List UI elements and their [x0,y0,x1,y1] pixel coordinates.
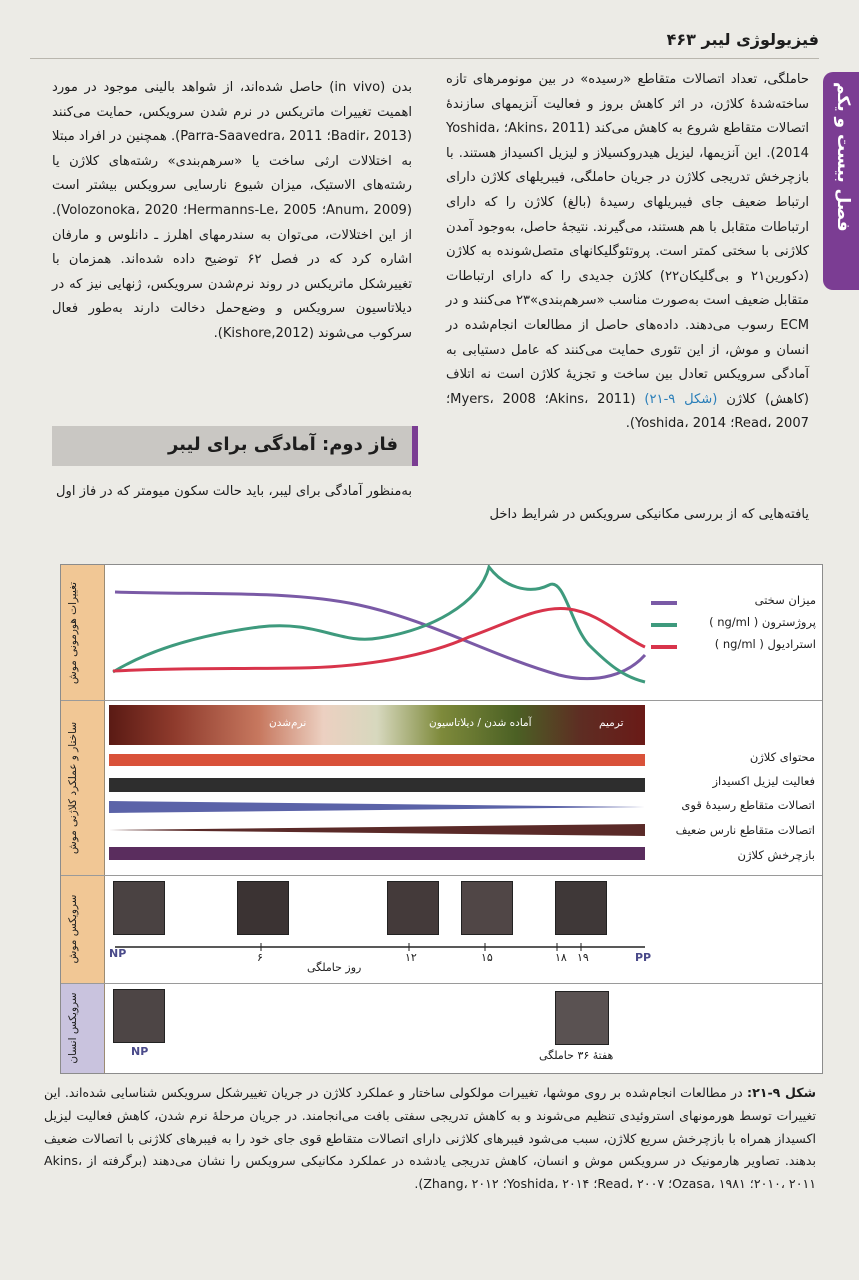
right-paragraph-2: یافته‌هایی که از بررسی مکانیکی سرویکس در شرایط داخل [489,507,809,523]
running-head: فیزیولوژی لیبر ۴۶۳ [666,30,819,49]
right-paragraph-1-text: حاملگی، تعداد اتصالات متقاطع «رسیده» در بین مونومرهای تازه ساخته‌شدهٔ کلاژن، در اثر کاهش بروز و فعالیت آنزیمهای سازندهٔ اتصالات متقاطع شروع به کاهش می‌کند (Akins، 2011؛ Yoshida، 2014). این آنزیمها، لیزیل هیدروکسیلاز و لیزیل اکسیداز هستند. با بازچرخش تدریجی کلاژن در جریان حاملگی، فیبریلهای کلاژن دارای ارتباط ضعیف جای فیبریلهای رسیدهٔ (بالغ) کلاژن را که دارای ارتباطات متقابل با هم هستند، می‌گیرند. نتیجهٔ حاصل، به‌وجود آمدن کلاژنی با سختی کمتر است. پروتئوگلیکانهای متصل‌شونده به کلاژن (دکورین۲۱ و بی‌گلیکان۲۲) کلاژن جدیدی را که دارای ارتباطات متقابل ضعیف است به‌صورت مناسب «سرهم‌بندی»۲۳ می‌کنند و در ECM رسوب می‌دهند. داده‌های حاصل از مطالعات انجام‌شده در انسان و موش، از این تئوری حمایت می‌کنند که عامل دستیابی به آمادگی سرویکس تعادل بین ساخت و تجزیهٔ کلاژن است نه اتلاف (کاهش) کلاژن [446,72,810,407]
bar-collagen-turnover [109,847,645,860]
row-label-mouse-cervix [61,875,105,983]
caption-label: شکل ۹-۲۱: [747,1085,816,1100]
left-column-continuation [52,480,412,504]
human-cervix-image-36w [555,991,609,1045]
legend-label-progesterone: پروژسترون ( ng/ml ) [709,615,816,629]
figure-reference: (شکل ۹-۲۱) [644,391,718,407]
right-column-continuation [446,490,809,540]
collagen-bars [109,750,645,870]
row-label-hormones [61,565,105,700]
hormone-legend [651,593,816,659]
label-weak-crosslinks: اتصالات متقاطع نارس ضعیف [675,823,815,837]
right-column [446,68,809,437]
mouse-cervix-image-d15 [461,881,513,935]
legend-swatch-estradiol [651,645,677,649]
axis-tick-19: ۱۹ [577,951,589,964]
human-cervix-image-np [113,989,165,1043]
label-strong-crosslinks: اتصالات متقاطع رسیدهٔ قوی [681,798,815,812]
header-rule [30,58,819,59]
legend-item-estradiol [651,637,816,659]
section-heading-box [52,426,418,466]
legend-item-stiffness [651,593,816,615]
figure-21-9 [60,564,823,1074]
page-header [30,30,819,56]
caption-text: در مطالعات انجام‌شده بر روی موشها، تغییرات مولکولی ساختار و عملکرد کلاژن در جریان تغییرشکل سرویکس شناسایی شده‌اند. این تغییرات توسط هورمونهای استروئیدی تنظیم می‌شوند و به کاهش تدریجی سفتی بافت می‌انجامند. در جریان مرحلهٔ نرم شدن، کاهش فعالیت لیزیل اکسیداز همراه با بازچرخش سریع کلاژن، سبب می‌شود فیبرهای کلاژنی دارای اتصالات متقاطع قوی جای خود را به فیبرهای کلاژنی با اتصالات ضعیف بدهند. تصاویر هارمونیک در سرویکس موش و انسان، کاهش تدریجی یادشده در عملکرد مکانیکی سرویکس را نشان می‌دهند (برگرفته از Akins، ۲۰۱۰، ۲۰۱۱؛ Ozasa، ۱۹۸۱؛ Read، ۲۰۰۷؛ Yoshida، ۲۰۱۴؛ Zhang، ۲۰۱۲). [44,1085,816,1192]
mouse-cervix-image-d6 [237,881,289,935]
row-label-mouse-cervix-text: سرویکس موش [67,894,79,964]
hormone-curves [109,565,649,700]
chapter-tab-label: فصل بیست و یکم [833,82,853,232]
row-label-structure [61,700,105,875]
progesterone-curve [113,567,645,682]
right-citations: (Akins، 2011؛ Myers، 2008؛ Read، 2007؛ Yoshida، 2014). [446,391,809,432]
label-collagen-content: محتوای کلاژن [749,750,815,764]
gestation-axis [109,941,654,955]
label-lysyl-oxidase: فعالیت لیزیل اکسیداز [712,774,815,788]
figure-divider [61,700,822,701]
phase-ripening: آماده شدن / دیلاتاسیون [429,717,532,729]
phase-repair: ترمیم [599,717,624,729]
axis-tick-15: ۱۵ [481,951,493,964]
human-week-label: هفتهٔ ۳۶ حاملگی [539,1049,614,1062]
axis-tick-18: ۱۸ [555,951,567,964]
left-paragraph-2: به‌منظور آمادگی برای لیبر، باید حالت سکون میومتر که در فاز اول [56,484,412,499]
mouse-cervix-image-d19 [555,881,607,935]
legend-item-progesterone [651,615,816,637]
legend-label-estradiol: استرادیول ( ng/ml ) [714,637,816,651]
row-label-hormones-text: تغییرات هورمونی موش [67,581,79,684]
stiffness-curve [115,592,645,679]
phase-gradient-bar [109,705,645,745]
legend-swatch-stiffness [651,601,677,605]
figure-divider [61,983,822,984]
legend-swatch-progesterone [651,623,677,627]
row-label-structure-text: ساختار و عملکرد کلاژنی موش [67,721,79,854]
mouse-cervix-image-np [113,881,165,935]
chapter-tab [823,72,859,290]
human-np-label: NP [131,1045,149,1058]
legend-label-stiffness: میزان سختی [754,593,816,607]
axis-title: روز حاملگی [307,961,362,974]
section-title: فاز دوم: آمادگی برای لیبر [167,434,398,455]
axis-pp: PP [635,951,652,964]
phase-softening: نرم‌شدن [269,717,307,729]
row-label-human-cervix-text: سرویکس انسان [67,992,79,1064]
axis-np: NP [109,947,127,960]
axis-tick-12: ۱۲ [405,951,417,964]
bar-strong-crosslinks [109,801,645,813]
figure-divider [61,875,822,876]
label-collagen-turnover: بازچرخش کلاژن [737,848,815,862]
bar-collagen-content [109,754,645,766]
mouse-cervix-image-d12 [387,881,439,935]
figure-caption [44,1082,816,1196]
left-paragraph-1: بدن (in vivo) حاصل شده‌اند، از شواهد بالینی موجود در مورد اهمیت تغییرات ماتریکس در نرم شدن سرویکس، حمایت می‌کنند (Badir، 2013؛ Parra-Saavedra، 2011). همچنین در افراد مبتلا به اختلالات ارثی ساخت یا «سرهم‌بندی» رشته‌های کلاژن یا رشته‌های الاستیک، میزان شیوع نارسایی سرویکس بیشتر است (Anum، 2009؛ Hermanns-Le، 2005؛ Volozonoka، 2020). از این اختلالات، می‌توان به سندرمهای اهلرز ـ دانلوس و مارفان اشاره کرد که در فصل ۶۲ توضیح داده شده‌اند. همزمان با تغییرشکل ماتریکس در روند نرم‌شدن سرویکس، ژنهایی نیز که در دیلاتاسیون سرویکس و وضع‌حمل دخالت دارند به‌طور فعال سرکوب می‌شوند (2012,Kishore). [52,80,413,341]
bar-weak-crosslinks [109,824,645,836]
axis-tick-6: ۶ [257,951,263,964]
row-label-human-cervix [61,983,105,1073]
right-paragraph-1 [446,68,809,437]
left-column [52,76,412,347]
